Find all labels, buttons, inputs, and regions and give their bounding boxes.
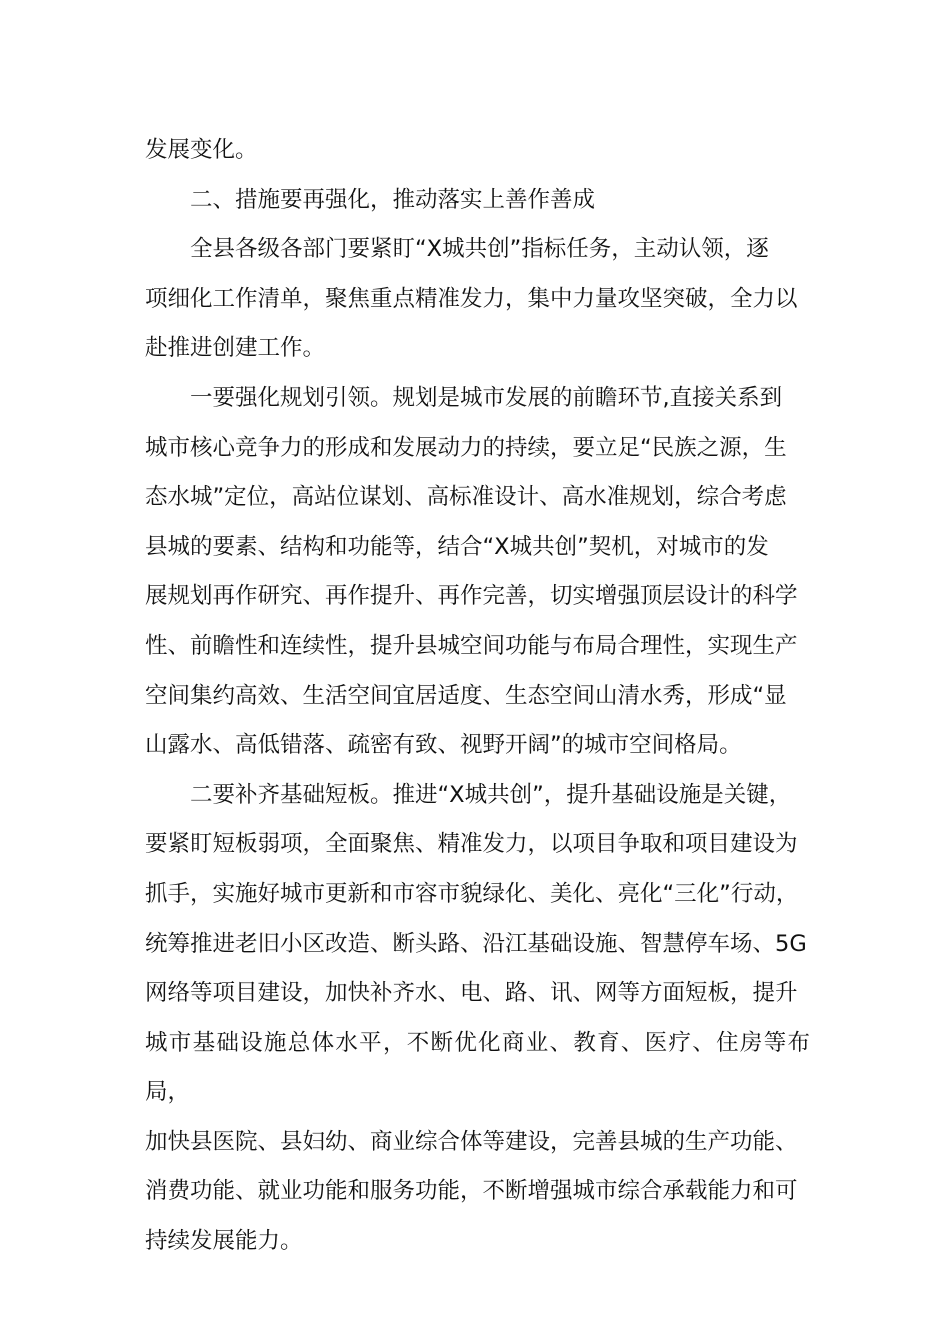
- document-body: [145, 126, 810, 1267]
- paragraph-intro: 全县各级各部门要紧盯“X城共创”指标任务，主动认领，逐 项细化工作清单，聚焦重点精准发力，集中力量攻坚突破，全力以 赴推进创建工作。: [145, 236, 798, 362]
- section-heading: 二、措施要再强化，推动落实上善作善成: [190, 186, 596, 213]
- paragraph-continuation: 发展变化。: [145, 137, 258, 163]
- paragraph-planning: 一要强化规划引领。规划是城市发展的前瞻环节,直接关系到 城市核心竞争力的形成和发展动力的持续，要立足“民族之源，生 态水城”定位，高站位谋划、高标准设计、高水准规划，综合考虑 县城的要素、结构和功能等，结合“X城共创”契机，对城市的发 展规划再作研究、再作提升、再作完善，切实增强顶层设计的科学 性、前瞻性和连续性，提升县城空间功能与布局合理性，实现生产 空间集约高效、生活空间宜居适度、生态空间山清水秀，形成“显 山露水、高低错落、疏密有致、视野开阔”的城市空间格局。: [145, 384, 798, 759]
- paragraph-infrastructure: 二要补齐基础短板。推进“X城共创”，提升基础设施是关键， 要紧盯短板弱项，全面聚焦、精准发力，以项目争取和项目建设为 抓手，实施好城市更新和市容市貌绿化、美化、亮化“三化”行动， 统筹推进老旧小区改造、断头路、沿江基础设施、智慧停车场、5G 网络等项目建设，加快补齐水、电、路、讯、网等方面短板，提升 城市基础设施总体水平，不断优化商业、教育、医疗、住房等布局， 加快县医院、县妇幼、商业综合体等建设，完善县城的生产功能、 消费功能、就业功能和服务功能，不断增强城市综合承载能力和可 持续发展能力。: [145, 781, 810, 1255]
